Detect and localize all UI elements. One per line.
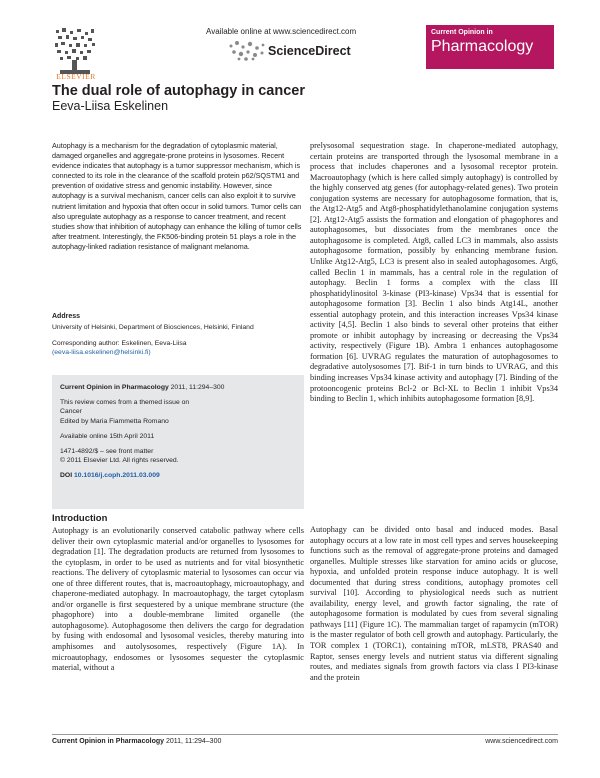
copyright-line: © 2011 Elsevier Ltd. All rights reserved. — [60, 457, 179, 465]
footer-url[interactable]: www.sciencedirect.com — [485, 738, 558, 745]
doi-link[interactable]: 10.1016/j.coph.2011.03.009 — [73, 472, 160, 480]
abstract: Autophagy is a mechanism for the degradation of cytoplasmic material, damaged organelles and aggregate-prone proteins in lysosomes. Recent evidence indicates that autophagy is a tumor suppressor mechanism, which is connected to its role in the clearance of the scaffold protein p62/SQSTM1 and prevention of oxidative stress and genomic instability. However, since autophagy is a survival mechanism, cancer cells can also exploit it to survive nutrient limitation and hypoxia that often occur in solid tumors. Tumor cells can also upregulate autophagy as a response to cancer treatment, and recent studies show that inhibition of autophagy can enhance the killing of tumor cells after treatment. Interestingly, the FK506-binding protein 51 plays a role in the autophagy-linked radiation resistance of malignant melanoma. — [52, 141, 302, 251]
doi-label: DOI — [60, 472, 73, 480]
introduction-heading: Introduction — [52, 513, 108, 524]
available-online-text: Available online at www.sciencedirect.com — [206, 27, 357, 36]
article-info-box — [52, 375, 304, 509]
available-online-date: Available online 15th April 2011 — [60, 432, 155, 440]
elsevier-tree-logo — [52, 26, 98, 78]
themed-issue-editor: Edited by Maria Fiammetta Romano — [60, 417, 169, 425]
footer-citation — [52, 738, 221, 745]
themed-issue-topic: Cancer — [60, 408, 82, 416]
journal-banner-title: Pharmacology — [431, 38, 534, 55]
publisher-name: ELSEVIER — [56, 72, 96, 81]
footer-journal: Current Opinion in Pharmacology — [52, 738, 165, 745]
info-journal: Current Opinion in Pharmacology — [60, 384, 169, 391]
address-label: Address — [52, 313, 81, 320]
journal-banner-small: Current Opinion in — [431, 29, 493, 36]
footer-pages: 2011, 11:294–300 — [164, 738, 222, 745]
article-title: The dual role of autophagy in cancer — [52, 83, 305, 99]
sciencedirect-wordmark: ScienceDirect — [268, 44, 351, 58]
themed-issue-line: This review comes from a themed issue on — [60, 399, 190, 407]
footer-divider — [52, 734, 558, 735]
issn-line: 1471-4892/$ – see front matter — [60, 448, 154, 456]
corresponding-author — [52, 339, 304, 357]
journal-banner — [426, 25, 554, 69]
introduction-paragraph: Autophagy is an evolutionarily conserved catabolic pathway where cells deliver their own cytoplasmic material and/or organelles to lysosomes for degradation [1]. The degradation products are returned from lysosomes to the cytoplasm, in order to be used as nutrients and for vital biosynthetic reactions. The delivery of cytoplasmic material to lysosomes can occur via one of three different routes, that is, macroautophagy, microautophagy, and chaperone-mediated autophagy. In macroautophagy, the target cytoplasm and/or organelle is first sequestered by a unique membrane structure (the phagophore) into a double-membrane limited organelle (the autophagosome). Autophagosome then delivers the cargo for degradation by fusing with endosomal and lysosomal vesicles, thereby maturing into amphisomes and autolysosomes, respectively (Figure 1A). In microautophagy, endosomes or lysosomes sequester the cytoplasmic material, without a — [52, 526, 304, 673]
right-column-paragraph-2: Autophagy can be divided onto basal and induced modes. Basal autophagy occurs at a low rate in most cell types and serves housekeeping functions such as the removal of aggregate-prone proteins and damaged organelles. Multiple stresses like starvation for amino acids or glucose, hypoxia, and unfolded protein response induce autophagy. It is well documented that during stress conditions, autophagy promotes cell survival [10]. According to physiological needs such as nutrient availability, energy level, and growth factor signaling, the rate of autophagosome formation is modulated by cues from several signaling pathways [11] (Figure 1C). The mammalian target of rapamycin (mTOR) is the master regulator of both cell growth and autophagy. Particularly, the TOR complex 1 (TORC1), containing mTOR, mLST8, PRAS40 and Raptor, senses energy levels and nutrient status via different signaling routes, and mediates signals from growth factors via class I PI3-kinase and the protein — [310, 525, 558, 682]
info-journal-pages: 2011, 11:294–300 — [168, 384, 225, 391]
address: University of Helsinki, Department of Biosciences, Helsinki, Finland — [52, 324, 254, 331]
right-column-paragraph-1: prelysosomal sequestration stage. In chaperone-mediated autophagy, certain proteins are transported through the lysosomal membrane in a process that includes chaperones and a lysosomal receptor protein. Macroautophagy (which is here called simply autophagy) is controlled by the highly conserved atg genes (for autophagy-related genes). Two protein conjugation systems are necessary for autophagosome formation, that is, the Atg12-Atg5 and Atg8-phosphatidylethanolamine conjugation systems [2]. Atg12-Atg5 assists the formation and elongation of phagophores and autophagosomes, but dissociates from the membranes once the autophagosome is completed. Atg8, called LC3 in mammals, also assists autophagosome formation, possibly by enhancing membrane fusion. Unlike Atg12-Atg5, LC3 is present also in sealed autophagosomes. Atg6, called Beclin 1 in mammals, has a central role in the regulation of autophagy. Beclin 1 forms a complex with the class III phosphatidylinositol 3-kinase (PI3-kinase) Vps34 that is essential for autophagosome formation [3]. Beclin 1 also binds Atg14L, another essential autophagy protein, and this interaction increases Vps34 kinase activity [4,5]. Beclin 1 also binds to several other proteins that either promote or inhibit autophagy by increasing or decreasing the Vps34 activity, respectively (Figure 1B). Ambra 1 enhances autophagosome formation [6]. UVRAG regulates the maturation of autophagosomes to degradative autolysosomes [7]. Bif-1 in turn binds to UVRAG, and this binding increases Vps34 kinase activity and autophagy [7]. Binding of the protooncogenic proteins Bcl-2 or Bcl-XL to Beclin 1 inhibit Vps34 binding to Beclin 1, which inhibits autophagosome formation [8,9]. — [310, 141, 558, 404]
corresponding-author-line: Corresponding author: Eskelinen, Eeva-Liisa — [52, 340, 187, 347]
article-author: Eeva-Liisa Eskelinen — [52, 99, 169, 113]
author-email-link[interactable]: (eeva-liisa.eskelinen@helsinki.fi) — [52, 349, 151, 356]
